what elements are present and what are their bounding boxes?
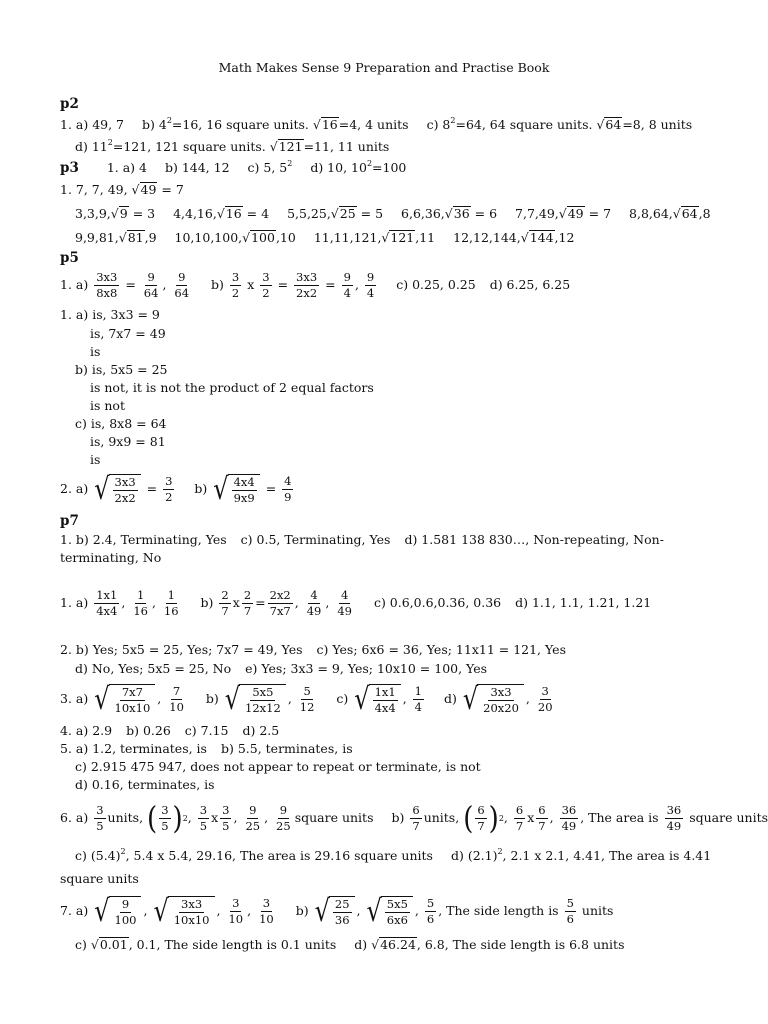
answer-line: c) $(5.4)^2$, 5.4 x 5.4, 29.16, The area is 29.16 square units d) $(2.1)^2$, 2.1 x 2.1, 4.41, The area is 4.41 xyxy=(75,847,712,863)
answer-line: 1. a) $\frac{3x3}{8x8}$ = $\frac{9}{64}$ , $\frac{9}{64}$ b) $\frac{3}{2}$ x $\frac{3}{2}$ = $\frac{3x3}{2x2}$ = $\frac{9}{4}$ , $\frac{9}{4}$ c) 0.25, 0.25 d) 6.25, 6.25 xyxy=(60,270,571,300)
answer-line: terminating, No xyxy=(60,550,162,565)
answer-line: 9,9,81,√81,9 10,10,100,√100,10 11,11,121,√121,11 12,12,144,√144,12 xyxy=(75,230,575,245)
answer-line: 3. a) √ $\frac{7x7}{10x10}$ , $\frac{7}{10}$ b) √ $\frac{5x5}{12x12}$ , $\frac{5}{12}$ c) √ $\frac{1x1}{4x4}$ , $\frac{1}{4}$ d) √ $\frac{3x3}{20x20}$ , $\frac{3}{20}$ xyxy=(60,681,553,717)
section-heading-p7: p7 xyxy=(60,513,79,529)
answer-line: d) No, Yes; 5x5 = 25, No e) Yes; 3x3 = 9, Yes; 10x10 = 100, Yes xyxy=(75,661,488,676)
answer-line: is xyxy=(90,452,101,467)
answer-line: 6. a) $\frac{3}{5}$ units, ( $\frac{3}{5}$ ) 2 , $\frac{3}{5}$ x $\frac{3}{5}$ , $\frac{9}{25}$ , $\frac{9}{25}$ square units b) $\frac{6}{7}$ units, ( $\frac{6}{7}$ ) 2 , $\frac{6}{7}$ x $\frac{6}{7}$ , $\frac{36}{49}$ , The area is $\frac{36}{49}$ square units xyxy=(60,800,768,837)
answer-line: 4. a) 2.9 b) 0.26 c) 7.15 d) 2.5 xyxy=(60,723,280,738)
document-title: Math Makes Sense 9 Preparation and Practise Book xyxy=(218,60,550,75)
answer-line: 1. a) 49, 7 b) $4^2=16$, 16 square units. √16=4, 4 units c) $8^2=64$, 64 square units. √64=8, 8 units xyxy=(60,116,693,132)
answer-line: square units xyxy=(60,871,139,886)
answer-line: c) √0.01, 0.1, The side length is 0.1 units d) √46.24, 6.8, The side length is 6.8 units xyxy=(75,937,625,952)
answer-line: c) is, 8x8 = 64 xyxy=(75,416,167,431)
answer-line: 3,3,9,√9 = 3 4,4,16,√16 = 4 5,5,25,√25 = 5 6,6,36,√36 = 6 7,7,49,√49 = 7 8,8,64,√64,8 xyxy=(75,206,711,221)
answer-line: is not, it is not the product of 2 equal factors xyxy=(90,380,374,395)
answer-line: is xyxy=(90,344,101,359)
answer-line: 1. a) is, 3x3 = 9 xyxy=(60,307,160,322)
section-heading-p5: p5 xyxy=(60,250,79,266)
answer-line: d) $11^2=121$, 121 square units. √121=11, 11 units xyxy=(75,138,390,154)
answer-line: is not xyxy=(90,398,125,413)
answer-line: is, 7x7 = 49 xyxy=(90,326,166,341)
answer-line: b) is, 5x5 = 25 xyxy=(75,362,168,377)
section-heading-p3: p3 xyxy=(60,160,79,176)
answer-line: d) 0.16, terminates, is xyxy=(75,777,215,792)
answer-line: 1. b) 2.4, Terminating, Yes c) 0.5, Terminating, Yes d) 1.581 138 830…, Non-repeating, Non- xyxy=(60,532,664,547)
section-heading-p2: p2 xyxy=(60,96,79,112)
answer-line: 2. a) √ $\frac{3x3}{2x2}$ = $\frac{3}{2}$ b) √ $\frac{4x4}{9x9}$ = $\frac{4}{9}$ xyxy=(60,471,292,507)
answer-line: p3 1. a) 4 b) 144, 12 c) 5, $5^2$ d) 10, $10^2=100$ xyxy=(60,159,407,176)
answer-line: 2. b) Yes; 5x5 = 25, Yes; 7x7 = 49, Yes c) Yes; 6x6 = 36, Yes; 11x11 = 121, Yes xyxy=(60,642,566,657)
answer-line: is, 9x9 = 81 xyxy=(90,434,166,449)
answer-line: 1. 7, 7, 49, √49 = 7 xyxy=(60,182,184,197)
answer-line: 7. a) √ $\frac{9}{100}$ , √ $\frac{3x3}{10x10}$ , $\frac{3}{10}$ , $\frac{3}{10}$ b) √ $\frac{25}{36}$ , √ $\frac{5x5}{6x6}$ , $\frac{5}{6}$ , The side length is $\frac{5}{6}$ units xyxy=(60,893,614,929)
answer-line: c) 2.915 475 947, does not appear to repeat or terminate, is not xyxy=(75,759,481,774)
answer-line: 5. a) 1.2, terminates, is b) 5.5, terminates, is xyxy=(60,741,353,756)
answer-line: 1. a) $\frac{1x1}{4x4}$ , $\frac{1}{16}$ , $\frac{1}{16}$ b) $\frac{2}{7}$ x $\frac{2}{7}$ = $\frac{2x2}{7x7}$ , $\frac{4}{49}$ , $\frac{4}{49}$ c) 0.6,0.6,0.36, 0.36 d) 1.1, 1.1, 1.21, 1.21 xyxy=(60,588,652,618)
